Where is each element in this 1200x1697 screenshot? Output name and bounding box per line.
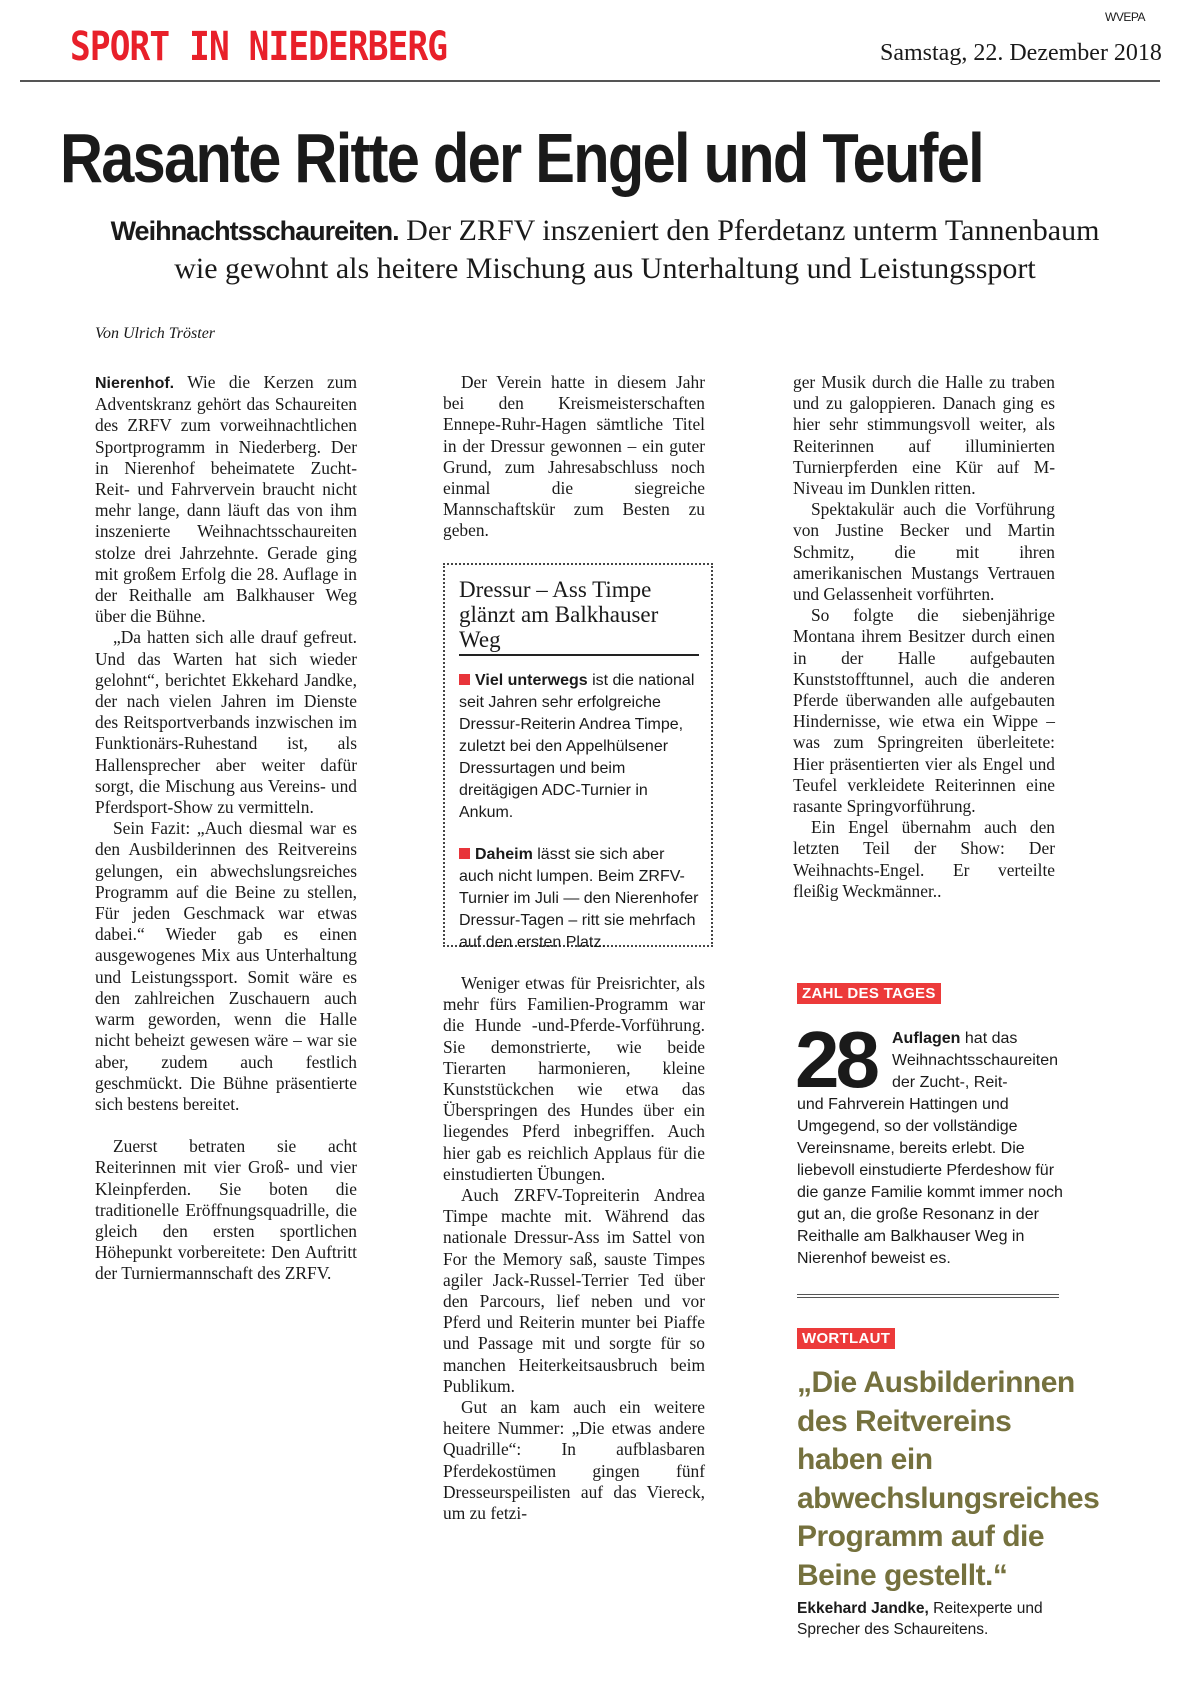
zahl-lead: Auflagen	[892, 1030, 961, 1047]
article-column-1	[95, 372, 357, 1285]
info-box-title: Dressur – Ass Timpe glänzt am Balkhauser Weg	[459, 577, 699, 656]
zahl-intro-text: hat das Weihnachtsschaureiten der Zucht-, Reit-	[892, 1030, 1059, 1091]
zahl-des-tages-number: 28	[795, 1015, 876, 1104]
zahl-double-rule	[797, 1294, 1059, 1298]
paragraph: ger Musik durch die Halle zu traben und zu galoppieren. Danach ging es hier sehr stimmungsvoll weiter, als Reiterinnen auf illuminierten Turnierpferden eine Kür auf M-Niveau im Dunklen ritten.	[793, 372, 1055, 499]
paragraph: Spektakulär auch die Vorführung von Justine Becker und Martin Schmitz, die mit ihren amerikanischen Mustangs Vertrauen und Gelassenheit vorführten.	[793, 499, 1055, 605]
article-headline: Rasante Ritte der Engel und Teufel	[60, 119, 983, 197]
zahl-body-text: und Fahrverein Hattingen und Umgegend, so der vollständige Vereinsname, bereits erlebt. Die liebevoll einstudierte Pferdeshow für die ganze Familie kommt immer noch gut an, die große Resonanz in der Reithalle am Balkhauser Weg in Nierenhof beweist es.	[797, 1096, 1063, 1267]
zahl-des-tages-label: ZAHL DES TAGES	[797, 983, 941, 1004]
paragraph: Weniger etwas für Preisrichter, als mehr fürs Familien-Programm war die Hunde -und-Pferde-Vorführung. Sie demonstrierte, wie beide Tierarten harmonieren, kleine Kunststückchen wie etwa das Überspringen des Hundes über ein liegendes Pferd inbegriffen. Auch hier gab es reichlich Applaus für die einstudierten Übungen.	[443, 973, 705, 1184]
quote-source-role: Reitexperte und Sprecher des Schaureitens.	[797, 1600, 1043, 1638]
paragraph: Der Verein hatte in diesem Jahr bei den Kreismeisterschaften Ennepe-Ruhr-Hagen sämtliche Titel in der Dressur gewonnen – ein guter Grund, zum Jahresabschluss noch einmal die siegreiche Mannschaftskür zum Besten zu geben.	[443, 372, 705, 541]
info-box-item-lead: Daheim	[475, 846, 533, 863]
zahl-intro	[797, 1028, 1067, 1094]
red-square-bullet-icon	[459, 848, 470, 859]
red-square-bullet-icon	[459, 674, 470, 685]
info-box-item-text: ist die national seit Jahren sehr erfolgreiche Dressur-Reiterin Andrea Timpe, zuletzt bei den Appelhülsener Dressurtagen und beim dreitägigen ADC-Turnier in Ankum.	[459, 672, 695, 821]
subhead-line-2: wie gewohnt als heitere Mischung aus Unterhaltung und Leistungssport	[174, 252, 1036, 285]
wortlaut-label: WORTLAUT	[797, 1328, 895, 1349]
article-column-3	[793, 372, 1055, 902]
info-box-item	[459, 670, 699, 824]
byline: Von Ulrich Tröster	[95, 325, 216, 342]
article-column-2-top	[443, 372, 705, 542]
paragraph: Auch ZRFV-Topreiterin Andrea Timpe machte mit. Während das nationale Dressur-Ass im Sattel von For the Memory saß, sauste Timpes agiler Jack-Russel-Terrier Ted über den Parcours, lief neben und vor Pferd und Reiterin munter bei Piaffe und Passage mit und sorgte für so manchen Heiterkeitsausbruch beim Publikum.	[443, 1185, 705, 1396]
quote-source	[797, 1598, 1077, 1640]
paragraph: „Da hatten sich alle drauf gefreut. Und das Warten hat sich wieder gelohnt“, berichtet Ekkehard Jandke, der nach vielen Jahren im Dienste des Reitsportverbands inzwischen im Funktionärs-Ruhestand ist, als Hallensprecher aber weiter dafür sorgt, die Mischung aus Vereins- und Pferdsport-Show zu vermitteln.	[95, 627, 357, 818]
info-box-item-text: lässt sie sich aber auch nicht lumpen. Beim ZRFV-Turnier im Juli — den Nierenhofer Dressur-Tagen – ritt sie mehrfach auf den ersten Platz.	[459, 846, 699, 951]
zahl-des-tages-text	[797, 1028, 1067, 1270]
article-column-2-bottom	[443, 973, 705, 1524]
paragraph	[95, 372, 357, 627]
quote-source-name: Ekkehard Jandke,	[797, 1600, 929, 1617]
section-title: SPORT IN NIEDERBERG	[70, 24, 448, 70]
info-box-item-lead: Viel unterwegs	[475, 672, 588, 689]
info-box	[443, 563, 713, 951]
pull-quote: „Die Ausbilderinnen des Reitvereins haben ein abwechslungsreiches Programm auf die Beine gestellt.“	[797, 1366, 1100, 1592]
subhead-line-1: Der ZRFV inszeniert den Pferdetanz unterm Tannenbaum	[398, 214, 1100, 247]
subhead-kicker: Weihnachtsschaureiten.	[110, 216, 399, 246]
dateline: Nierenhof.	[95, 375, 175, 392]
issue-date: Samstag, 22. Dezember 2018	[880, 40, 1162, 66]
paragraph: Zuerst betraten sie acht Reiterinnen mit vier Groß- und vier Kleinpferden. Sie boten die traditionelle Eröffnungsquadrille, die gleich den ersten sportlichen Höhepunkt vorbereitete: Den Auftritt der Turniermannschaft des ZRFV.	[95, 1136, 357, 1284]
paragraph: Ein Engel übernahm auch den letzten Teil der Show: Der Weihnachts-Engel. Er verteilte fleißig Weckmänner..	[793, 817, 1055, 901]
paragraph: Sein Fazit: „Auch diesmal war es den Ausbilderinnen des Reitvereins gelungen, ein abwechslungsreiches Programm auf die Beine zu stellen, Für jeden Geschmack war etwas dabei.“ Wieder gab es einen ausgewogenes Mix aus Unterhaltung und Leistungssport. Somit wäre es den zahlreichen Zuschauern auch warm geworden, wenn die Halle nicht beheizt gewesen wäre – war sie aber, zudem auch festlich geschmückt. Die Bühne präsentierte sich bestens bereitet.	[95, 818, 357, 1114]
info-box-item	[459, 844, 699, 954]
paragraph: So folgte die siebenjährige Montana ihrem Besitzer durch einen in der Halle aufgebauten Kunststofftunnel, auch die anderen Pferde überwanden alle aufgebauten Hindernisse, wie etwa ein Wippe – was zum Springreiten überleitete: Hier präsentierten vier als Engel und Teufel verkleidete Reiterinnen eine rasante Springvorführung.	[793, 605, 1055, 817]
header-rule	[20, 80, 1160, 82]
paragraph-text: Wie die Kerzen zum Adventskranz gehört das Schaureiten des ZRFV zum vorweihnachtlichen Sportprogramm in Niederberg. Der in Nierenhof beheimatete Zucht- Reit- und Fahrvervein braucht nicht mehr lange, dann läuft das von ihm inszenierte Weihnachtsschaureiten stolze drei Jahrzehnte. Gerade ging mit großem Erfolg die 28. Auflage in der Reithalle am Balkhauser Weg über die Bühne.	[95, 372, 357, 627]
agency-mark: WVEPA	[1105, 10, 1145, 24]
article-subhead	[40, 212, 1170, 287]
paragraph: Gut an kam auch ein weitere heitere Nummer: „Die etwas andere Quadrille“: In aufblasbaren Pferdekostümen gingen fünf Dresseurspeilisten auf das Viereck, um zu fetzi-	[443, 1397, 705, 1524]
